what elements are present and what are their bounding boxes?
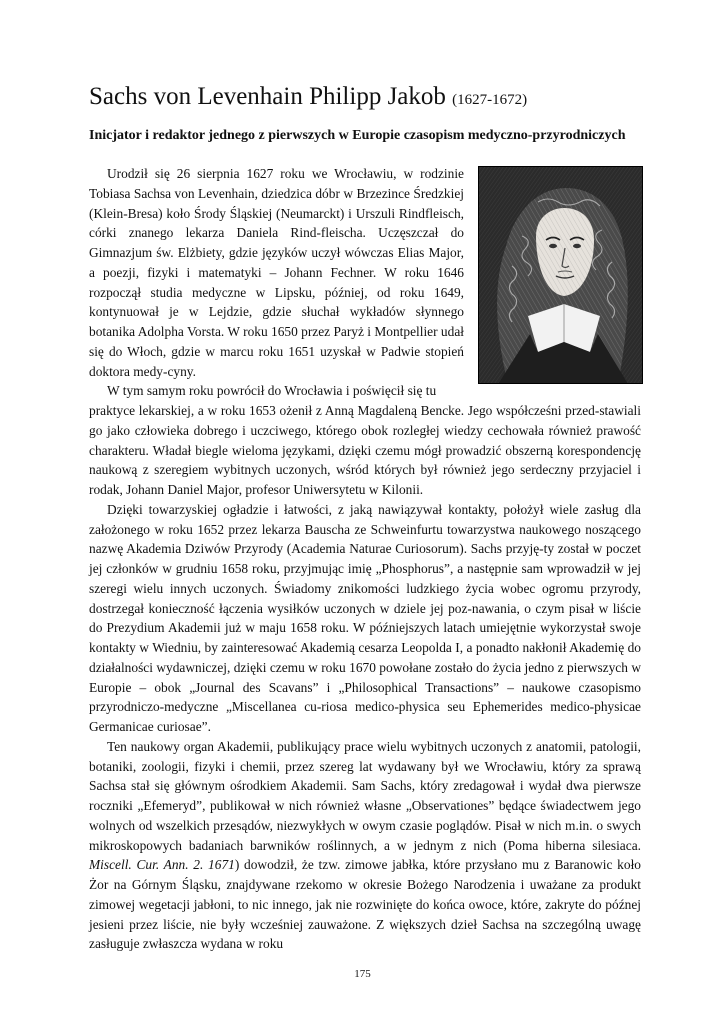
journal-citation: Miscell. Cur. Ann. 2. 1671 (89, 857, 235, 873)
paragraph-3: Dzięki towarzyskiej ogładzie i łatwości, z jaką nawiązywał kontakty, położył wiele zasług dla założonego w roku 1652 przez lekarza Bauscha ze Schweinfurtu towarzystwa naukowego noszącego nazwę Akademia Dziwów Przyrody (Academia Naturae Curiosorum). Sachs przyję-ty został w poczet jej członków w grudniu 1658 roku, przyjmując imię „Phosphorus”, a następnie sam wprowadził w jej szeregi wielu innych uczonych. Świadomy znikomości ludzkiego życia wobec ogromu przyrody, dostrzegał konieczność łączenia wysiłków uczonych w dziele jej poz-nawania, o czym pisał w liście do Prezydium Akademii już w maju 1658 roku. W późniejszych latach umiejętnie wykorzystał swoje kontakty w Wiedniu, by zainteresować Akademią cesarza Leopolda I, a ponadto nakłonił Akademię do działalności wydawniczej, dzięki czemu w roku 1670 powołane zostało do życia jedno z pierwszych w Europie – obok „Journal des Scavans” i „Philosophical Transactions” – naukowe czasopismo przyrodniczo-medyczne „Miscellanea cu-riosa medico-physica seu Ephemerides medico-physicae Germanicae curiosae”. (89, 501, 641, 734)
text-column-beside-portrait (89, 164, 464, 401)
page-title (89, 82, 649, 115)
paragraph-4 (89, 737, 641, 954)
paragraph-2-first-line: W tym samym roku powrócił do Wrocławia i poświęcił się tu (107, 383, 437, 399)
paragraph-4-part-b: ) dowodził, że tzw. zimowe jabłka, które przysłano mu z Baranowic koło Żor na Górnym Śląsku, znajdywane rzekomo w okresie Bożego Narodzenia i uważane za produkt zimowej wegetacji jabłoni, to nic innego, jak nie rozwinięte do końca owoce, które, zakryte do późnej jesieni przez liście, nie były wcześniej zauważone. Z większych dzieł Sachsa na szczególną uwagę zasługuje zwłaszcza wydana w roku (89, 857, 641, 952)
page-subtitle: Inicjator i redaktor jednego z pierwszych w Europie czasopism medyczno-przyrodniczych (89, 128, 626, 143)
title-name: Sachs von Levenhain Philipp Jakob (89, 83, 446, 110)
paragraph-2: praktyce lekarskiej, a w roku 1653 ożenił z Anną Magdaleną Bencke. Jego współcześni przed-stawiali go jako człowieka dobrego i uczciwego, którego obok rozległej wiedzy cechowała również prawość charakteru. Władał biegle wieloma językami, dzięki czemu mógł prowadzić obszerną korespondencję naukową z szeregiem wybitnych uczonych, wśród których był również jego serdeczny przyjaciel i rodak, Johann Daniel Major, profesor Uniwersytetu w Kilonii. (89, 403, 641, 497)
page-number: 175 (354, 968, 371, 980)
article-body (89, 164, 641, 954)
paragraph-1: Urodził się 26 sierpnia 1627 roku we Wrocławiu, w rodzinie Tobiasa Sachsa von Levenhain, dziedzica dóbr w Brzezince Średzkiej (Klein-Bresa) koło Środy Śląskiej (Neumarckt) i Urszuli Rindfleisch, córki znanego lekarza Daniela Rind-fleischa. Uczęszczał do Gimnazjum św. Elżbiety, gdzie języków uczył wówczas Elias Major, a poezji, fizyki i matematyki – Johann Fechner. W roku 1646 rozpoczął studia medyczne w Lipsku, później, od roku 1649, kontynuował je w Lejdzie, gdzie słuchał wykładów słynnego botanika Adolpha Vorsta. W roku 1650 przez Paryż i Montpellier udał się do Włoch, gdzie w marcu roku 1651 uzyskał w Padwie stopień doktora medy-cyny. (89, 166, 464, 379)
paragraph-4-part-a: Ten naukowy organ Akademii, publikujący prace wielu wybitnych uczonych z anatomii, patologii, botaniki, zoologii, fizyki i chemii, przez szereg lat wydawany był we Wrocławiu, który za sprawą Sachsa stał się głównym ośrodkiem Akademii. Sam Sachs, który zredagował i wydał dwa pierwsze roczniki „Efemeryd”, publikował w nich również własne „Observationes” będące świadectwem jego wolnych od wszelkich przesądów, niezwykłych w owym czasie poglądów. Pisał w nich m.in. o swych mikroskopowych badaniach barwników roślinnych, a w jednym z nich (Poma hiberna silesiaca. (89, 738, 641, 853)
title-years: (1627-1672) (452, 92, 528, 108)
